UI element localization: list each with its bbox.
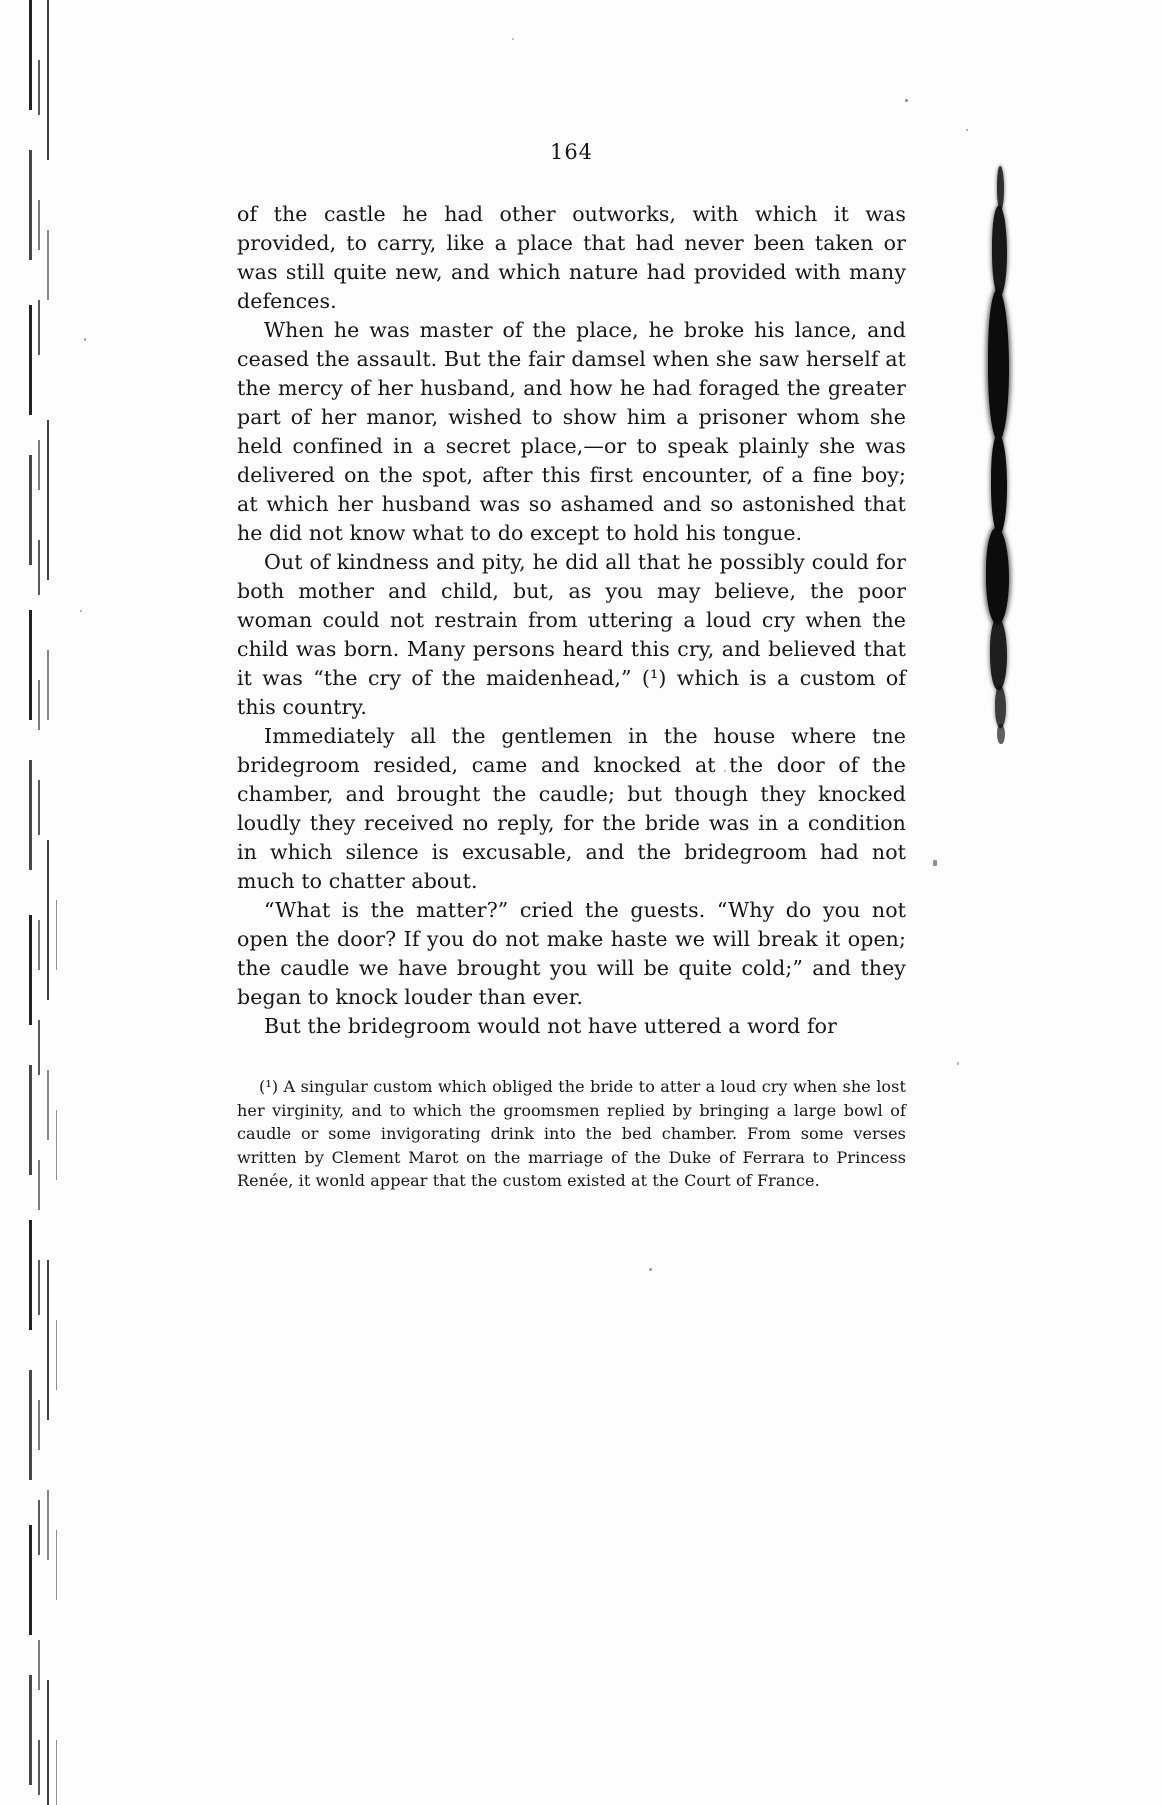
left-binding-line-artifact: [38, 60, 40, 1805]
paragraph-2: When he was master of the place, he broke his lance, and ceased the assault. But the fair damsel when she saw herself at the mercy of her husband, and how he had foraged the greater part of her manor, wished to show him a prisoner whom she held confined in a secret place,—or to speak plainly she was delivered on the spot, after this first encounter, of a fine boy; at which her husband was so ashamed and so astonished that he did not know what to do except to hold his tongue.: [237, 318, 906, 545]
page-number: 164: [549, 140, 594, 164]
left-binding-line-artifact: [56, 900, 57, 1805]
paragraph-4: Immediately all the gentlemen in the house where tne bridegroom resided, came and knocked at the door of the chamber, and brought the caudle; but though they knocked loudly they received no reply, for the bride was in a condition in which silence is excusable, and the bridegroom had not much to chatter about.: [237, 724, 906, 893]
page-content: [237, 140, 906, 1193]
left-binding-line-artifact: [47, 0, 49, 1805]
footnote: (¹) A singular custom which obliged the bride to atter a loud cry when she lost her virginity, and to which the groomsmen replied by bringing a large bowl of caudle or some invigorating drink into the bed chamber. From some verses written by Clement Marot on the marriage of the Duke of Ferrara to Princess Renée, it wonld appear that the custom existed at the Court of France.: [237, 1077, 906, 1190]
paragraph-3: Out of kindness and pity, he did all that he possibly could for both mother and child, but, as you may believe, the poor woman could not restrain from uttering a loud cry when the child was born. Many persons heard this cry, and believed that it was “the cry of the maidenhead,” (¹) which is a custom of this country.: [237, 550, 906, 719]
left-binding-line-artifact: [29, 0, 32, 1805]
paragraph-1: of the castle he had other outworks, with which it was provided, to carry, like a place that had never been taken or was still quite new, and which nature had provided with many defences.: [237, 202, 906, 313]
paragraph-5: “What is the matter?” cried the guests. “Why do you not open the door? If you do not make haste we will break it open; the caudle we have brought you will be quite cold;” and they began to knock louder than ever.: [237, 898, 906, 1009]
paragraph-6: But the bridegroom would not have uttered a word for: [264, 1014, 838, 1038]
